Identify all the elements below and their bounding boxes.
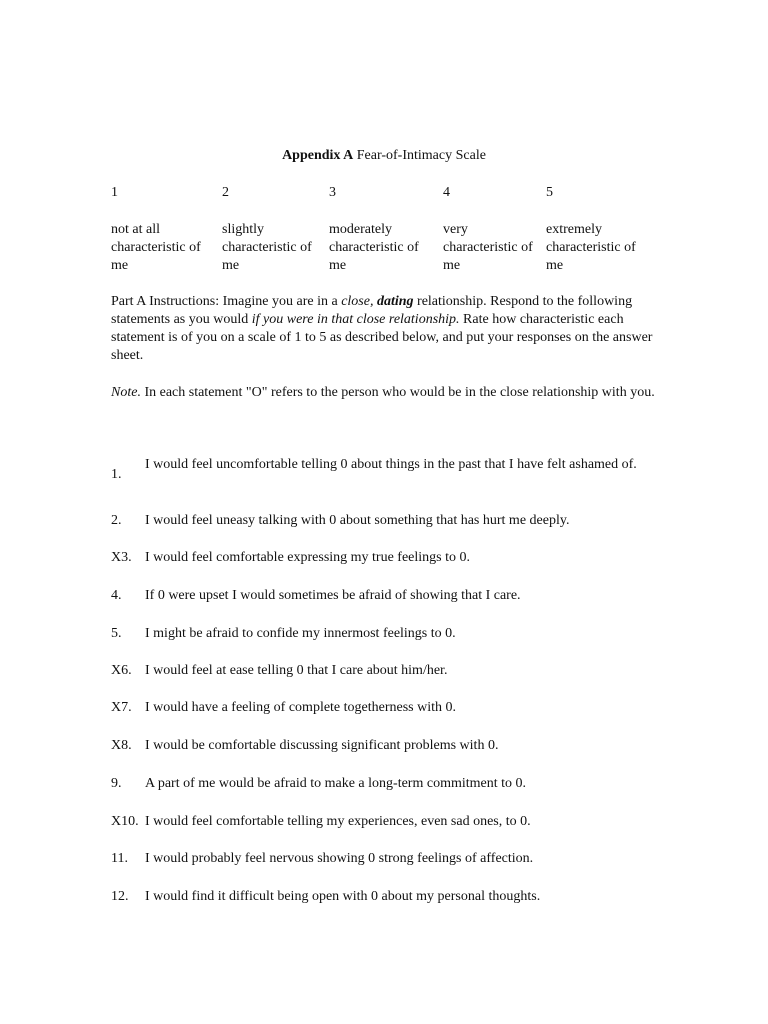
item-number: X10. xyxy=(111,814,139,829)
scale-number: 5 xyxy=(546,185,553,200)
page-title xyxy=(0,147,768,165)
scale-desc-line: me xyxy=(329,258,347,273)
scale-number: 3 xyxy=(329,185,336,200)
note-text: In each statement "O" refers to the person who would be in the close relationship with you. xyxy=(140,385,655,400)
scale-desc-line: slightly xyxy=(222,222,265,237)
instructions-text: Part A Instructions: Imagine you are in a xyxy=(111,294,342,309)
item-number: 12. xyxy=(111,889,129,904)
list-item xyxy=(111,775,671,811)
list-item xyxy=(111,888,671,924)
item-number: 4. xyxy=(111,588,122,603)
item-number: 9. xyxy=(111,776,122,791)
scale-desc-line: characteristic of xyxy=(222,240,312,255)
list-item xyxy=(111,587,671,623)
scale-desc-line: characteristic of xyxy=(443,240,533,255)
scale-desc-line: characteristic of xyxy=(111,240,201,255)
list-item xyxy=(111,512,671,548)
instructions-emphasis-dating: dating xyxy=(376,294,414,309)
scale-desc-line: me xyxy=(546,258,564,273)
item-number: X7. xyxy=(111,700,132,715)
list-item xyxy=(111,662,671,698)
scale-description xyxy=(111,221,223,275)
scale-desc-line: moderately xyxy=(329,222,392,237)
item-text: I would feel at ease telling 0 that I care about him/her. xyxy=(145,663,448,678)
list-item xyxy=(111,850,671,886)
scale-description xyxy=(222,221,329,275)
item-number: 5. xyxy=(111,626,122,641)
title-appendix-label: Appendix A xyxy=(282,148,354,163)
title-scale-name: Fear-of-Intimacy Scale xyxy=(353,148,486,163)
instructions-emphasis-close: close, xyxy=(341,294,374,309)
scale-description xyxy=(546,221,656,275)
note-label: Note. xyxy=(111,385,141,400)
item-text: I would probably feel nervous showing 0 strong feelings of affection. xyxy=(145,851,534,866)
scale-point-2 xyxy=(222,184,329,275)
instructions-emphasis-condition: if you were in that close relationship. xyxy=(251,312,460,327)
item-text: I would feel uncomfortable telling 0 about things in the past that I have felt ashamed of. xyxy=(145,457,637,472)
item-text: If 0 were upset I would sometimes be afraid of showing that I care. xyxy=(145,588,521,603)
scale-point-4 xyxy=(443,184,546,275)
item-text: I would feel comfortable expressing my true feelings to 0. xyxy=(145,550,471,565)
list-item xyxy=(111,813,671,849)
item-text: I would feel comfortable telling my experiences, even sad ones, to 0. xyxy=(145,814,531,829)
scale-desc-line: extremely xyxy=(546,222,602,237)
scale-number: 4 xyxy=(443,185,450,200)
item-number: 2. xyxy=(111,513,122,528)
instructions-text: relationship. Respond to the following statements as you would xyxy=(111,294,633,327)
item-text: I would feel uneasy talking with 0 about something that has hurt me deeply. xyxy=(145,513,570,528)
scale-description xyxy=(443,221,546,275)
scale-point-3 xyxy=(329,184,443,275)
scale-number: 1 xyxy=(111,185,118,200)
scale-number: 2 xyxy=(222,185,229,200)
item-text: I would find it difficult being open with 0 about my personal thoughts. xyxy=(145,889,541,904)
item-number: X3. xyxy=(111,550,132,565)
note-paragraph xyxy=(111,384,656,402)
item-number: 11. xyxy=(111,851,128,866)
scale-point-1 xyxy=(111,184,223,275)
scale-point-5 xyxy=(546,184,656,275)
list-item xyxy=(111,699,671,735)
instructions-paragraph xyxy=(111,293,656,365)
scale-desc-line: characteristic of xyxy=(546,240,636,255)
scale-desc-line: me xyxy=(111,258,129,273)
list-item xyxy=(111,737,671,773)
item-text: A part of me would be afraid to make a long-term commitment to 0. xyxy=(145,776,527,791)
item-text: I would be comfortable discussing significant problems with 0. xyxy=(145,738,499,753)
list-item xyxy=(111,456,671,492)
scale-desc-line: characteristic of xyxy=(329,240,419,255)
rating-scale xyxy=(111,184,671,280)
scale-description xyxy=(329,221,443,275)
list-item xyxy=(111,549,671,585)
item-number: 1. xyxy=(111,467,122,482)
scale-desc-line: me xyxy=(443,258,461,273)
list-item xyxy=(111,625,671,661)
instructions-text: Rate how characteristic each statement is of you on a scale of 1 to 5 as described below, and put your responses on the answer sheet. xyxy=(111,312,653,363)
item-text: I might be afraid to confide my innermost feelings to 0. xyxy=(145,626,456,641)
item-number: X6. xyxy=(111,663,132,678)
scale-desc-line: me xyxy=(222,258,240,273)
item-text: I would have a feeling of complete togetherness with 0. xyxy=(145,700,457,715)
scale-desc-line: not at all xyxy=(111,222,160,237)
scale-desc-line: very xyxy=(443,222,468,237)
item-number: X8. xyxy=(111,738,132,753)
